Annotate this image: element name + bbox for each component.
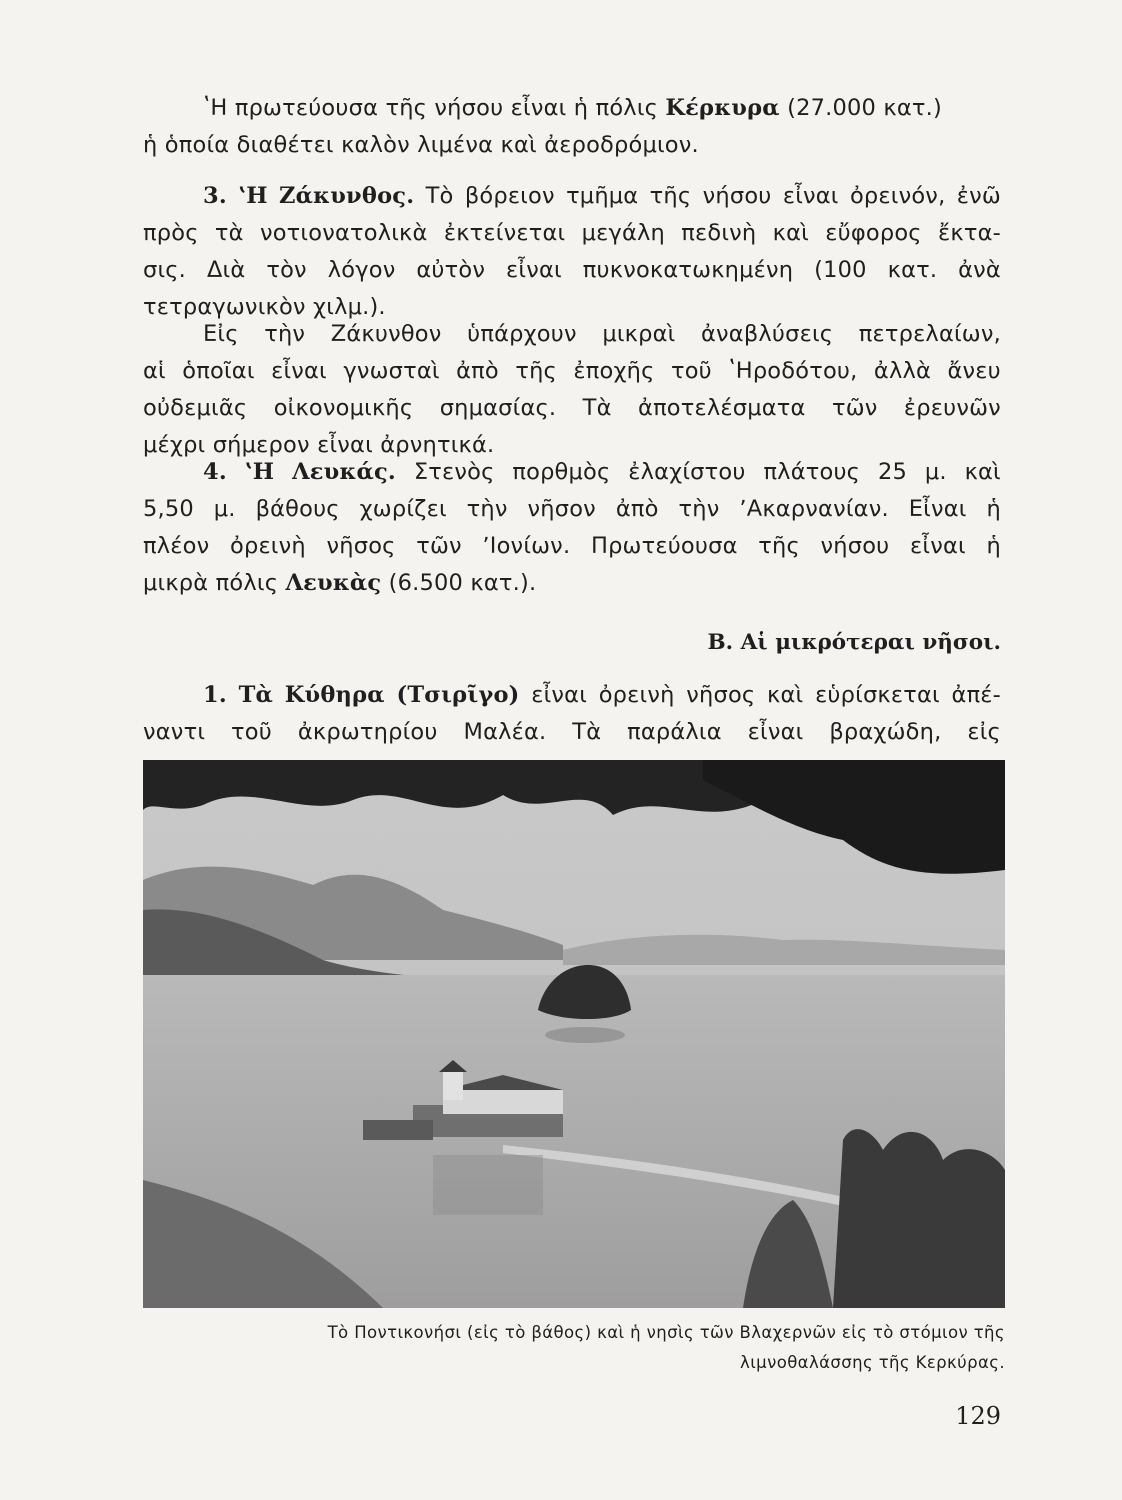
paragraph-kerkyra-capital [143,90,1001,164]
paragraph-kythira [143,677,1001,751]
caption-line-1: Τὸ Ποντικονήσι (εἰς τὸ βάθος) καὶ ἡ νησὶς τῶν Βλαχερνῶν εἰς τὸ στόμιον τῆς [327,1323,1005,1342]
text-line: τετραγωνικὸν χιλμ.). [143,294,386,320]
photo-pontikonisi [143,760,1005,1308]
text-line: πλέον ὀρεινὴ νῆσος τῶν ʼΙονίων. Πρωτεύουσα τῆς νήσου εἶναι ἡ [143,533,1001,559]
caption-line-2: λιμνοθαλάσσης τῆς Κερκύρας. [740,1353,1005,1372]
paragraph-zakynthos [143,178,1001,326]
paragraph-zakynthos-oil [143,316,1001,464]
text-line: 3. ʽΗ Ζάκυνθος. Τὸ βόρειον τμῆμα τῆς νήσου εἶναι ὀρεινόν, ἐνῶ [203,183,1001,209]
text-line: μικρὰ πόλις Λευκὰς (6.500 κατ.). [143,570,537,596]
section-subheading: Β. Αἱ μικρότεραι νῆσοι. [707,630,1001,655]
text-line: 1. Τὰ Κύθηρα (Τσιρῖγο) εἶναι ὀρεινὴ νῆσος καὶ εὑρίσκεται ἀπέ- [203,682,1001,708]
text-line: ʽΗ πρωτεύουσα τῆς νήσου εἶναι ἡ πόλις Κέρκυρα (27.000 κατ.) [203,95,942,121]
photo-caption [143,1318,1005,1378]
text-line: ναντι τοῦ ἀκρωτηρίου Μαλέα. Τὰ παράλια εἶναι βραχώδη, εἰς [143,719,1001,745]
paragraph-lefkas [143,454,1001,602]
text-line: οὐδεμιᾶς οἰκονομικῆς σημασίας. Τὰ ἀποτελέσματα τῶν ἐρευνῶν [143,395,1001,421]
text-line: ἡ ὁποία διαθέτει καλὸν λιμένα καὶ ἀεροδρόμιον. [143,132,699,158]
photo-pontikonisi-illustration [143,760,1005,1308]
text-line: 5,50 μ. βάθους χωρίζει τὴν νῆσον ἀπὸ τὴν ʼΑκαρνανίαν. Εἶναι ἡ [143,496,1001,522]
page-number: 129 [955,1402,1001,1430]
text-line: μέχρι σήμερον εἶναι ἀρνητικά. [143,432,495,458]
text-line: Εἰς τὴν Ζάκυνθον ὑπάρχουν μικραὶ ἀναβλύσεις πετρελαίων, [203,321,1001,347]
text-line: αἱ ὁποῖαι εἶναι γνωσταὶ ἀπὸ τῆς ἐποχῆς τοῦ ʽΗροδότου, ἀλλὰ ἄνευ [143,358,1001,384]
text-line: πρὸς τὰ νοτιονατολικὰ ἐκτείνεται μεγάλη πεδινὴ καὶ εὔφορος ἔκτα- [143,220,1001,246]
text-line: 4. ʽΗ Λευκάς. Στενὸς πορθμὸς ἐλαχίστου πλάτους 25 μ. καὶ [203,459,1001,485]
text-line: σις. Διὰ τὸν λόγον αὐτὸν εἶναι πυκνοκατωκημένη (100 κατ. ἀνὰ [143,257,1001,283]
